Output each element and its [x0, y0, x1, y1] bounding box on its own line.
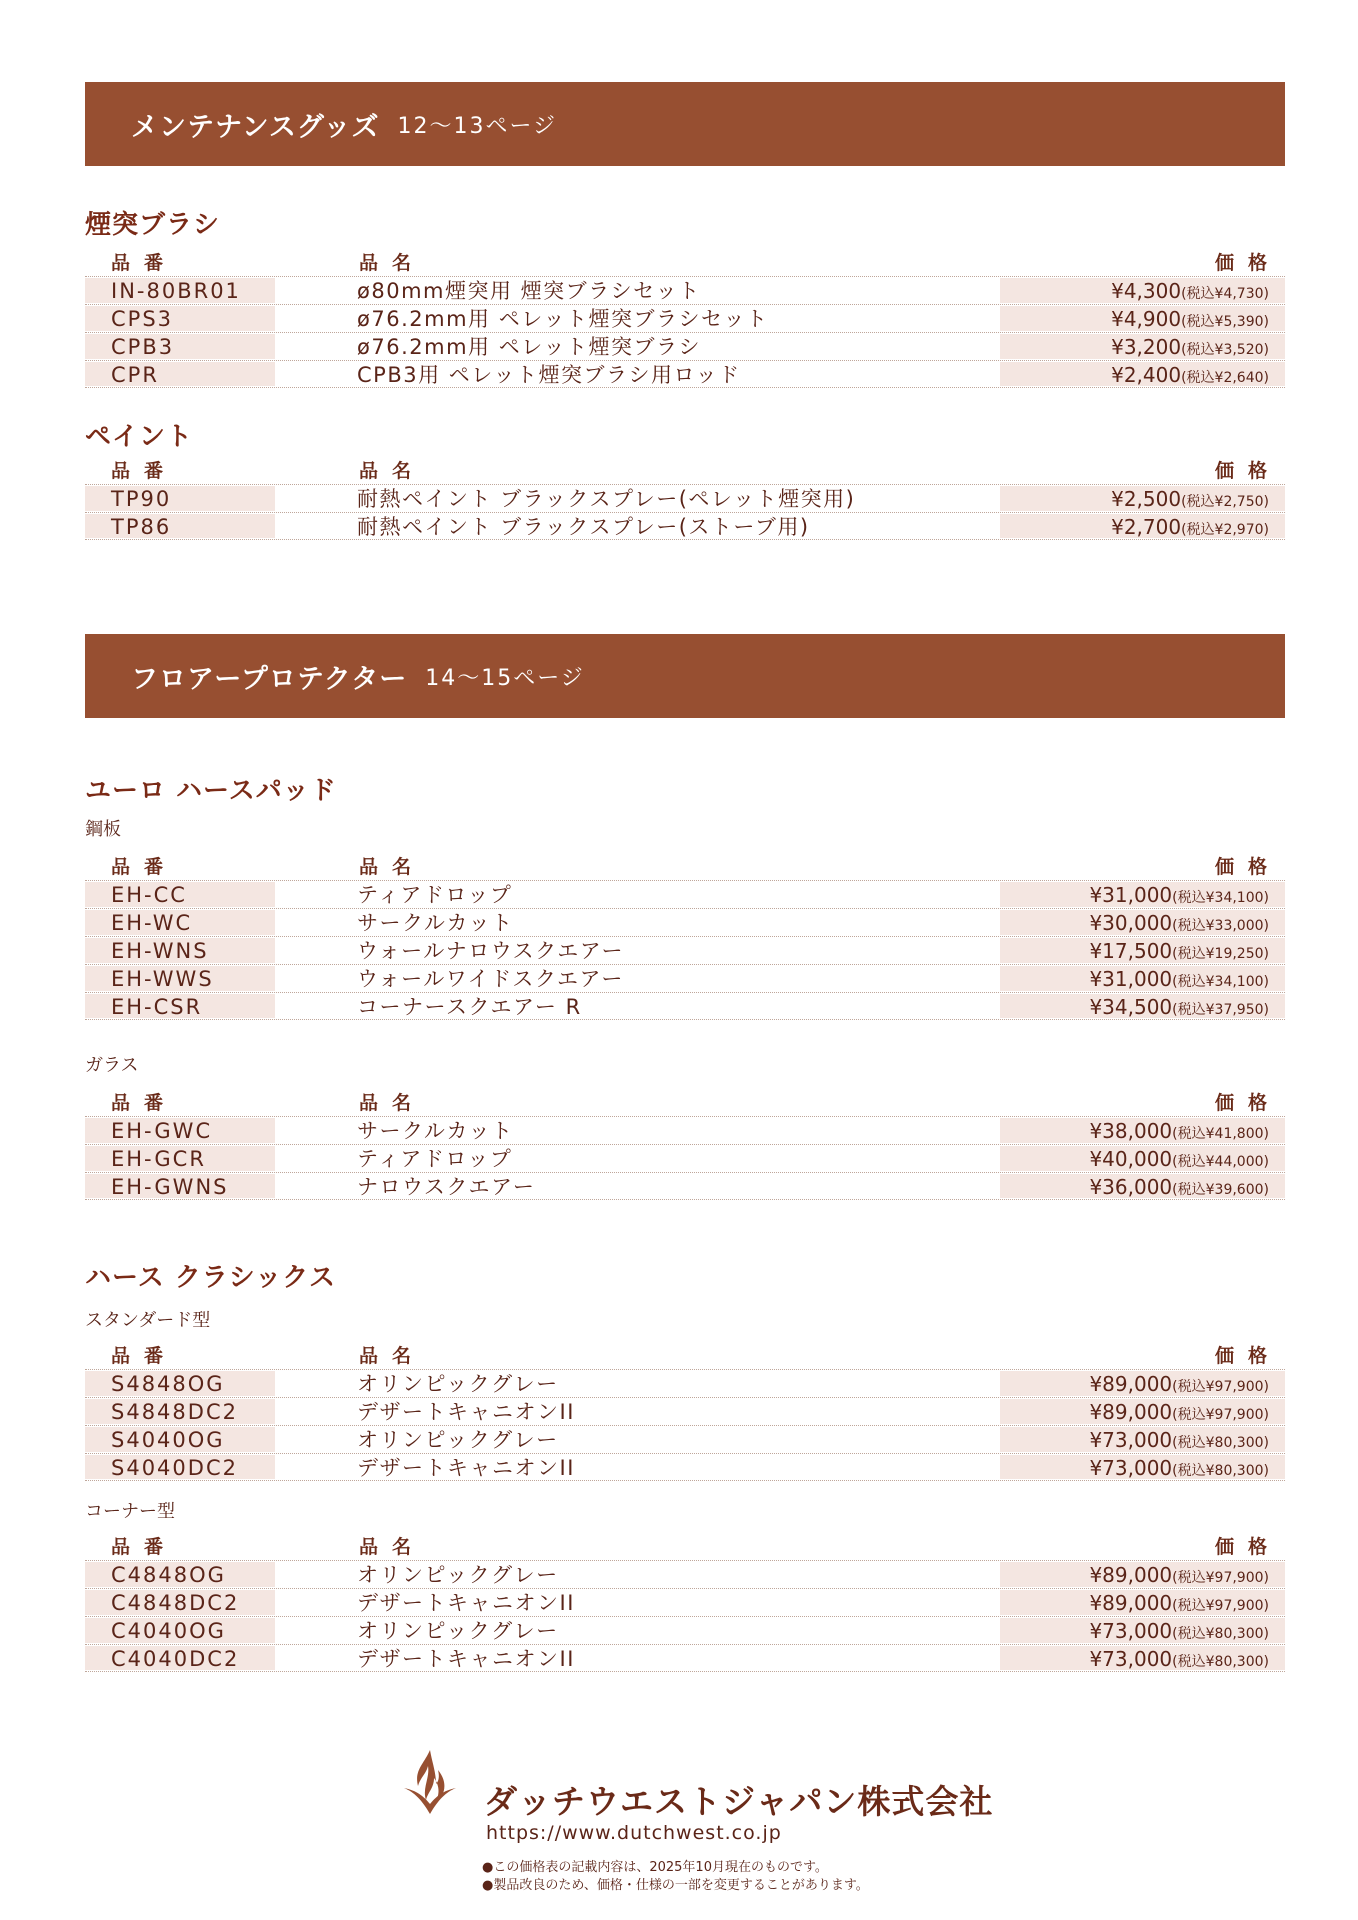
header-code: 品番 — [111, 856, 178, 878]
price-incl-tax: (税込¥19,250) — [1172, 946, 1269, 962]
table-header — [85, 454, 1285, 484]
price-excl-tax: ¥31,000 — [1089, 883, 1173, 907]
price-incl-tax: (税込¥2,750) — [1181, 494, 1269, 510]
product-name: オリンピックグレー — [357, 1619, 559, 1643]
price-incl-tax: (税込¥37,950) — [1172, 1002, 1269, 1018]
price-incl-tax: (税込¥34,100) — [1172, 890, 1269, 906]
price-incl-tax: (税込¥44,000) — [1172, 1154, 1269, 1170]
price-incl-tax: (税込¥2,640) — [1181, 370, 1269, 386]
table-row — [85, 1172, 1285, 1200]
price-excl-tax: ¥73,000 — [1089, 1428, 1173, 1452]
table-euro-glass — [85, 1086, 1285, 1200]
header-code: 品番 — [111, 1345, 178, 1367]
product-name: 耐熱ペイント ブラックスプレー(ストーブ用) — [357, 515, 810, 539]
price-excl-tax: ¥73,000 — [1089, 1456, 1173, 1480]
table-row — [85, 1425, 1285, 1453]
product-name: オリンピックグレー — [357, 1428, 559, 1452]
heading-paint: ペイント — [85, 422, 194, 452]
product-code: IN-80BR01 — [85, 278, 275, 303]
footer-note: ●この価格表の記載内容は、2025年10月現在のものです。 — [482, 1860, 828, 1875]
header-name: 品名 — [359, 1536, 426, 1558]
header-price: 価格 — [1214, 1092, 1281, 1114]
header-code: 品番 — [111, 460, 178, 482]
product-code: TP90 — [85, 486, 275, 511]
product-name: デザートキャニオンII — [357, 1591, 575, 1615]
product-price — [1000, 1118, 1285, 1143]
header-price: 価格 — [1214, 1345, 1281, 1367]
product-code: EH-WWS — [85, 966, 275, 991]
table-row — [85, 1144, 1285, 1172]
product-code: S4848OG — [85, 1371, 275, 1396]
table-classics-corner — [85, 1530, 1285, 1672]
section-pages: 12〜13ページ — [397, 113, 558, 139]
header-name: 品名 — [359, 856, 426, 878]
price-incl-tax: (税込¥41,800) — [1172, 1126, 1269, 1142]
product-price — [1000, 1590, 1285, 1615]
table-row — [85, 512, 1285, 540]
subheading-standard: スタンダード型 — [85, 1310, 211, 1331]
table-row — [85, 936, 1285, 964]
table-body — [85, 1116, 1285, 1200]
price-excl-tax: ¥34,500 — [1089, 995, 1173, 1019]
header-name: 品名 — [359, 460, 426, 482]
product-price — [1000, 306, 1285, 331]
product-price — [1000, 1371, 1285, 1396]
product-name: デザートキャニオンII — [357, 1456, 575, 1480]
heading-euro-hearth: ユーロ ハースパッド — [85, 776, 337, 806]
section-banner-floor-protector — [85, 634, 1285, 718]
footer-note: ●製品改良のため、価格・仕様の一部を変更することがあります。 — [482, 1878, 869, 1893]
header-name: 品名 — [359, 252, 426, 274]
header-name: 品名 — [359, 1092, 426, 1114]
product-name: 耐熱ペイント ブラックスプレー(ペレット煙突用) — [357, 487, 856, 511]
product-price — [1000, 1646, 1285, 1670]
price-incl-tax: (税込¥80,300) — [1172, 1463, 1269, 1479]
price-incl-tax: (税込¥5,390) — [1181, 314, 1269, 330]
product-code: EH-CC — [85, 882, 275, 907]
price-excl-tax: ¥3,200 — [1111, 335, 1182, 359]
table-header — [85, 246, 1285, 276]
subheading-glass: ガラス — [85, 1055, 139, 1076]
section-title: メンテナンスグッズ — [131, 111, 380, 143]
price-incl-tax: (税込¥80,300) — [1172, 1654, 1269, 1670]
product-price — [1000, 514, 1285, 538]
table-row — [85, 304, 1285, 332]
product-code: TP86 — [85, 514, 275, 538]
table-row — [85, 1644, 1285, 1672]
table-row — [85, 1616, 1285, 1644]
product-name: サークルカット — [357, 911, 514, 935]
product-code: S4848DC2 — [85, 1399, 275, 1424]
product-name: デザートキャニオンII — [357, 1647, 575, 1671]
table-row — [85, 1453, 1285, 1481]
table-paint — [85, 454, 1285, 540]
price-excl-tax: ¥31,000 — [1089, 967, 1173, 991]
product-code: S4040DC2 — [85, 1455, 275, 1479]
product-price — [1000, 362, 1285, 386]
price-incl-tax: (税込¥97,900) — [1172, 1407, 1269, 1423]
table-row — [85, 332, 1285, 360]
table-row — [85, 1369, 1285, 1397]
product-price — [1000, 966, 1285, 991]
header-code: 品番 — [111, 1092, 178, 1114]
price-excl-tax: ¥30,000 — [1089, 911, 1173, 935]
product-code: EH-WNS — [85, 938, 275, 963]
price-incl-tax: (税込¥3,520) — [1181, 342, 1269, 358]
company-url[interactable]: https://www.dutchwest.co.jp — [486, 1822, 782, 1844]
heading-hearth-classics: ハース クラシックス — [85, 1263, 336, 1293]
table-body — [85, 880, 1285, 1020]
price-excl-tax: ¥89,000 — [1089, 1591, 1173, 1615]
header-price: 価格 — [1214, 856, 1281, 878]
table-row — [85, 1116, 1285, 1144]
table-body — [85, 1560, 1285, 1672]
table-row — [85, 360, 1285, 388]
header-code: 品番 — [111, 252, 178, 274]
product-name: デザートキャニオンII — [357, 1400, 575, 1424]
price-excl-tax: ¥2,400 — [1111, 363, 1182, 387]
table-header — [85, 1339, 1285, 1369]
table-row — [85, 908, 1285, 936]
product-name: CPB3用 ペレット煙突ブラシ用ロッド — [357, 363, 741, 387]
product-code: C4040DC2 — [85, 1646, 275, 1670]
product-code: C4848DC2 — [85, 1590, 275, 1615]
table-euro-steel — [85, 850, 1285, 1020]
product-name: ウォールナロウスクエアー — [357, 939, 625, 963]
price-incl-tax: (税込¥33,000) — [1172, 918, 1269, 934]
table-body — [85, 276, 1285, 388]
product-price — [1000, 1174, 1285, 1198]
price-excl-tax: ¥89,000 — [1089, 1372, 1173, 1396]
flame-logo-icon — [400, 1748, 460, 1816]
product-price — [1000, 486, 1285, 511]
product-price — [1000, 1399, 1285, 1424]
product-price — [1000, 334, 1285, 359]
product-code: CPB3 — [85, 334, 275, 359]
price-excl-tax: ¥40,000 — [1089, 1147, 1173, 1171]
table-header — [85, 850, 1285, 880]
header-code: 品番 — [111, 1536, 178, 1558]
product-code: EH-CSR — [85, 994, 275, 1018]
price-incl-tax: (税込¥80,300) — [1172, 1435, 1269, 1451]
table-row — [85, 1560, 1285, 1588]
price-excl-tax: ¥4,900 — [1111, 307, 1182, 331]
table-header — [85, 1086, 1285, 1116]
product-name: ø76.2mm用 ペレット煙突ブラシセット — [357, 307, 769, 331]
table-row — [85, 276, 1285, 304]
product-code: CPS3 — [85, 306, 275, 331]
product-price — [1000, 882, 1285, 907]
section-pages: 14〜15ページ — [425, 665, 585, 691]
product-price — [1000, 1427, 1285, 1452]
price-incl-tax: (税込¥39,600) — [1172, 1182, 1269, 1198]
price-excl-tax: ¥2,700 — [1111, 515, 1182, 539]
product-price — [1000, 910, 1285, 935]
product-code: S4040OG — [85, 1427, 275, 1452]
price-excl-tax: ¥73,000 — [1089, 1619, 1173, 1643]
price-excl-tax: ¥36,000 — [1089, 1175, 1173, 1199]
product-code: EH-GWNS — [85, 1174, 275, 1198]
price-excl-tax: ¥73,000 — [1089, 1647, 1173, 1671]
product-name: ティアドロップ — [357, 1147, 513, 1171]
product-price — [1000, 1562, 1285, 1587]
header-price: 価格 — [1214, 252, 1281, 274]
product-name: オリンピックグレー — [357, 1372, 559, 1396]
price-excl-tax: ¥17,500 — [1089, 939, 1173, 963]
product-price — [1000, 1455, 1285, 1479]
price-incl-tax: (税込¥4,730) — [1181, 286, 1269, 302]
price-incl-tax: (税込¥97,900) — [1172, 1570, 1269, 1586]
price-excl-tax: ¥2,500 — [1111, 487, 1182, 511]
price-incl-tax: (税込¥34,100) — [1172, 974, 1269, 990]
subheading-steel: 鋼板 — [85, 819, 121, 840]
section-title: フロアープロテクター — [131, 663, 408, 695]
header-price: 価格 — [1214, 1536, 1281, 1558]
product-name: ティアドロップ — [357, 883, 513, 907]
product-code: C4848OG — [85, 1562, 275, 1587]
product-code: EH-GWC — [85, 1118, 275, 1143]
table-row — [85, 964, 1285, 992]
table-classics-standard — [85, 1339, 1285, 1481]
price-incl-tax: (税込¥2,970) — [1181, 522, 1269, 538]
price-incl-tax: (税込¥97,900) — [1172, 1598, 1269, 1614]
product-name: ウォールワイドスクエアー — [357, 967, 624, 991]
product-price — [1000, 278, 1285, 303]
product-code: EH-GCR — [85, 1146, 275, 1171]
product-name: ø80mm煙突用 煙突ブラシセット — [357, 279, 701, 303]
product-code: C4040OG — [85, 1618, 275, 1643]
product-name: サークルカット — [357, 1119, 514, 1143]
subheading-corner: コーナー型 — [85, 1501, 175, 1522]
table-row — [85, 484, 1285, 512]
header-price: 価格 — [1214, 460, 1281, 482]
product-price — [1000, 994, 1285, 1018]
product-price — [1000, 1146, 1285, 1171]
table-body — [85, 484, 1285, 540]
product-price — [1000, 1618, 1285, 1643]
price-incl-tax: (税込¥80,300) — [1172, 1626, 1269, 1642]
product-code: EH-WC — [85, 910, 275, 935]
price-excl-tax: ¥89,000 — [1089, 1563, 1173, 1587]
table-header — [85, 1530, 1285, 1560]
table-row — [85, 992, 1285, 1020]
product-name: オリンピックグレー — [357, 1563, 559, 1587]
price-excl-tax: ¥4,300 — [1111, 279, 1182, 303]
product-name: ナロウスクエアー — [357, 1175, 536, 1199]
product-name: コーナースクエアー R — [357, 995, 582, 1019]
table-row — [85, 1397, 1285, 1425]
price-excl-tax: ¥89,000 — [1089, 1400, 1173, 1424]
heading-chimney-brush: 煙突ブラシ — [85, 210, 221, 240]
price-excl-tax: ¥38,000 — [1089, 1119, 1173, 1143]
table-chimney-brush — [85, 246, 1285, 388]
table-body — [85, 1369, 1285, 1481]
section-banner-maintenance — [85, 82, 1285, 166]
price-incl-tax: (税込¥97,900) — [1172, 1379, 1269, 1395]
header-name: 品名 — [359, 1345, 426, 1367]
product-name: ø76.2mm用 ペレット煙突ブラシ — [357, 335, 701, 359]
product-code: CPR — [85, 362, 275, 386]
product-price — [1000, 938, 1285, 963]
table-row — [85, 1588, 1285, 1616]
table-row — [85, 880, 1285, 908]
company-name: ダッチウエストジャパン株式会社 — [484, 1782, 994, 1821]
